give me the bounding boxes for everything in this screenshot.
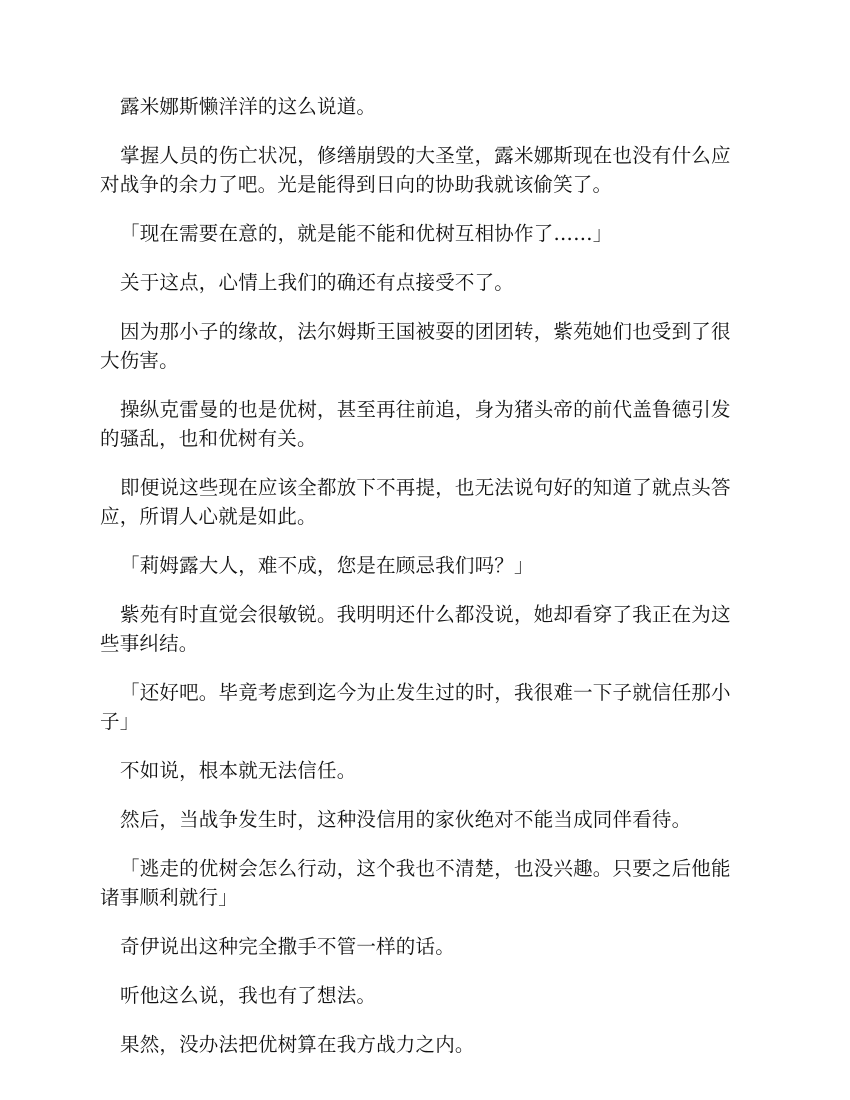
paragraph: 因为那小子的缘故，法尔姆斯王国被耍的团团转，紫苑她们也受到了很大伤害。 <box>100 320 731 372</box>
paragraph: 掌握人员的伤亡状况，修缮崩毁的大圣堂，露米娜斯现在也没有什么应对战争的余力了吧。光是能得到日向的协助我就该偷笑了。 <box>100 144 731 196</box>
paragraph: 听他这么说，我也有了想法。 <box>120 984 377 1007</box>
paragraph: 操纵克雷曼的也是优树，甚至再往前追，身为猪头帝的前代盖鲁德引发的骚乱，也和优树有关。 <box>100 398 731 450</box>
paragraph: 露米娜斯懒洋洋的这么说道。 <box>120 95 377 118</box>
paragraph: 「逃走的优树会怎么行动，这个我也不清楚，也没兴趣。只要之后他能诸事顺利就行」 <box>100 857 731 909</box>
paragraph: 「现在需要在意的，就是能不能和优树互相协作了……」 <box>120 222 613 245</box>
paragraph: 关于这点，心情上我们的确还有点接受不了。 <box>120 271 515 294</box>
paragraph: 不如说，根本就无法信任。 <box>120 759 357 782</box>
paragraph: 即便说这些现在应该全都放下不再提，也无法说句好的知道了就点头答应，所谓人心就是如此。 <box>100 476 731 528</box>
paragraph: 果然，没办法把优树算在我方战力之内。 <box>120 1033 475 1056</box>
paragraph: 紫苑有时直觉会很敏锐。我明明还什么都没说，她却看穿了我正在为这些事纠结。 <box>100 603 731 655</box>
paragraph: 然后，当战争发生时，这种没信用的家伙绝对不能当成同伴看待。 <box>120 808 692 831</box>
paragraph: 「还好吧。毕竟考虑到迄今为止发生过的时，我很难一下子就信任那小子」 <box>100 681 731 733</box>
paragraph: 奇伊说出这种完全撒手不管一样的话。 <box>120 935 455 958</box>
paragraph: 「莉姆露大人，难不成，您是在顾忌我们吗？」 <box>120 554 534 577</box>
